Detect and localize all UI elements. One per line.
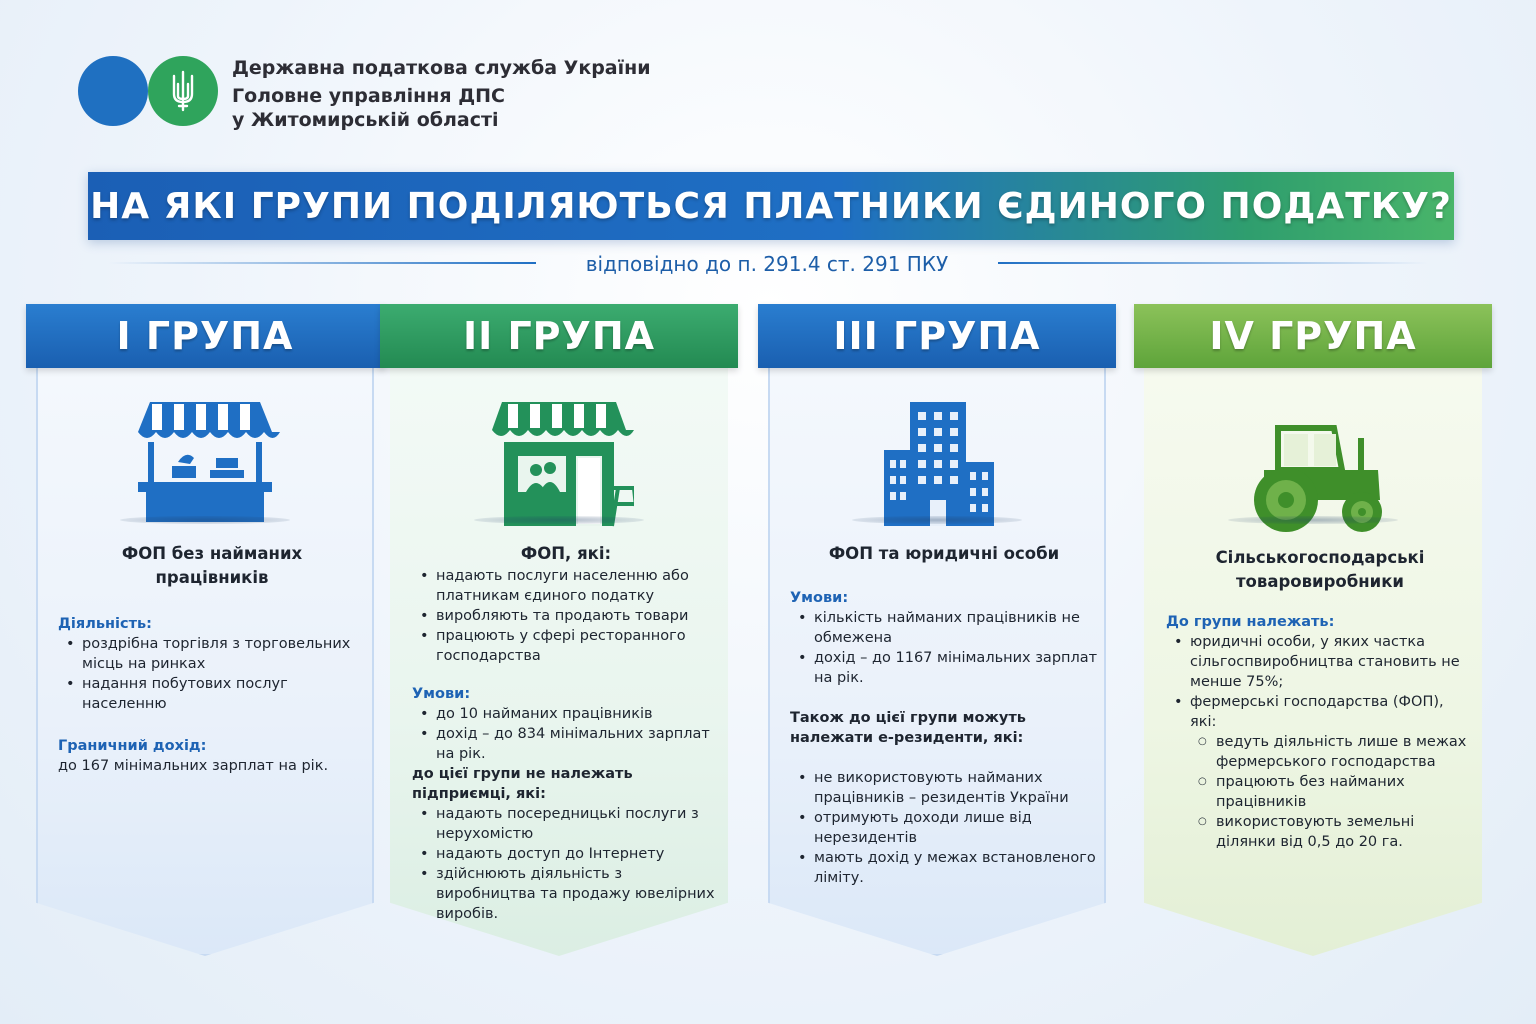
group-subject: Сільськогосподарські товаровиробники: [1215, 548, 1425, 591]
list-item: • отримують доходи лише від нерезидентів: [790, 808, 1098, 848]
list-item: • виробляють та продають товари: [412, 606, 720, 626]
group-content: [412, 542, 720, 924]
list-item: ○ використовують земельні ділянки від 0,5 до 20 га.: [1192, 812, 1474, 852]
items-list: [412, 566, 720, 666]
group-content: [1166, 546, 1474, 852]
list-item: • здійснюють діяльність з виробництва та продажу ювелірних виробів.: [412, 864, 720, 924]
market-stall-icon: [130, 392, 280, 532]
list-item: ○ працюють без найманих працівників: [1192, 772, 1474, 812]
farm-conditions-list: [1166, 732, 1474, 852]
list-item: • юридичні особи, у яких частка сільгоспвиробництва становить не менше 75%;: [1166, 632, 1474, 692]
activity-label: Діяльність:: [58, 616, 152, 632]
group-card-4: [1134, 304, 1492, 956]
page-title: НА ЯКІ ГРУПИ ПОДІЛЯЮТЬСЯ ПЛАТНИКИ ЄДИНОГО ПОДАТКУ?: [90, 185, 1452, 227]
logo-green-circle: [148, 56, 218, 126]
icon-shadow: [474, 516, 644, 524]
group-content: [790, 542, 1098, 888]
org-line-2: Головне управління ДПС: [232, 85, 506, 107]
group-card-1: [26, 304, 384, 956]
organization-name: [232, 56, 651, 132]
group-card-3: [758, 304, 1116, 956]
exclusion-label: до цієї групи не належать підприємці, які:: [412, 766, 633, 802]
conditions-label: Умови:: [412, 686, 471, 702]
group-subject: ФОП та юридичні особи: [828, 544, 1060, 563]
title-banner: [88, 172, 1454, 240]
shop-icon: [484, 392, 634, 532]
icon-shadow: [120, 516, 290, 524]
list-item: • працюють у сфері ресторанного господарства: [412, 626, 720, 666]
list-item: • дохід – до 834 мінімальних зарплат на рік.: [412, 724, 720, 764]
list-item: • надання побутових послуг населенню: [58, 674, 366, 714]
list-item: • мають дохід у межах встановленого ліміту.: [790, 848, 1098, 888]
list-item: • до 10 найманих працівників: [412, 704, 720, 724]
logo-blue-circle: [78, 56, 148, 126]
members-label: До групи належать:: [1166, 614, 1335, 630]
group-card-2: [380, 304, 738, 956]
members-list: [1166, 632, 1474, 732]
group-heading: ІІ ГРУПА: [380, 304, 738, 368]
income-label: Граничний дохід:: [58, 738, 207, 754]
group-subject: ФОП, які:: [520, 544, 612, 563]
office-building-icon: [862, 392, 1012, 532]
list-item: • фермерські господарства (ФОП), які:: [1166, 692, 1474, 732]
group-heading: І ГРУПА: [26, 304, 384, 368]
icon-shadow: [852, 516, 1022, 524]
page-subtitle: відповідно до п. 291.4 ст. 291 ПКУ: [585, 252, 949, 276]
conditions-list: [790, 608, 1098, 688]
list-item: • надають посередницькі послуги з нерухомістю: [412, 804, 720, 844]
list-item: • кількість найманих працівників не обмежена: [790, 608, 1098, 648]
group-content: [58, 542, 366, 776]
list-item: • дохід – до 1167 мінімальних зарплат на рік.: [790, 648, 1098, 688]
subtitle-rule-left: [108, 262, 536, 264]
exclusions-list: [412, 804, 720, 924]
org-line-3: у Житомирській області: [232, 109, 499, 131]
list-item: • роздрібна торгівля з торговельних місць на ринках: [58, 634, 366, 674]
list-item: ○ ведуть діяльність лише в межах фермерського господарства: [1192, 732, 1474, 772]
eresident-list: [790, 768, 1098, 888]
trident-icon: [168, 70, 198, 112]
list-item: • надають послуги населенню або платникам єдиного податку: [412, 566, 720, 606]
list-item: • не використовують найманих працівників – резидентів України: [790, 768, 1098, 808]
icon-shadow: [1228, 516, 1398, 524]
conditions-label: Умови:: [790, 590, 849, 606]
eresident-label: Також до цієї групи можуть належати е-резиденти, які:: [790, 710, 1026, 746]
conditions-list: [412, 704, 720, 764]
activity-list: [58, 634, 366, 714]
group-subject: ФОП без найманих працівників: [121, 544, 303, 587]
income-value: до 167 мінімальних зарплат на рік.: [58, 758, 329, 774]
list-item: • надають доступ до Інтернету: [412, 844, 720, 864]
group-heading: IV ГРУПА: [1134, 304, 1492, 368]
group-heading: ІІІ ГРУПА: [758, 304, 1116, 368]
subtitle-rule-right: [998, 262, 1428, 264]
logo: [78, 56, 220, 128]
org-line-1: Державна податкова служба України: [232, 57, 651, 79]
